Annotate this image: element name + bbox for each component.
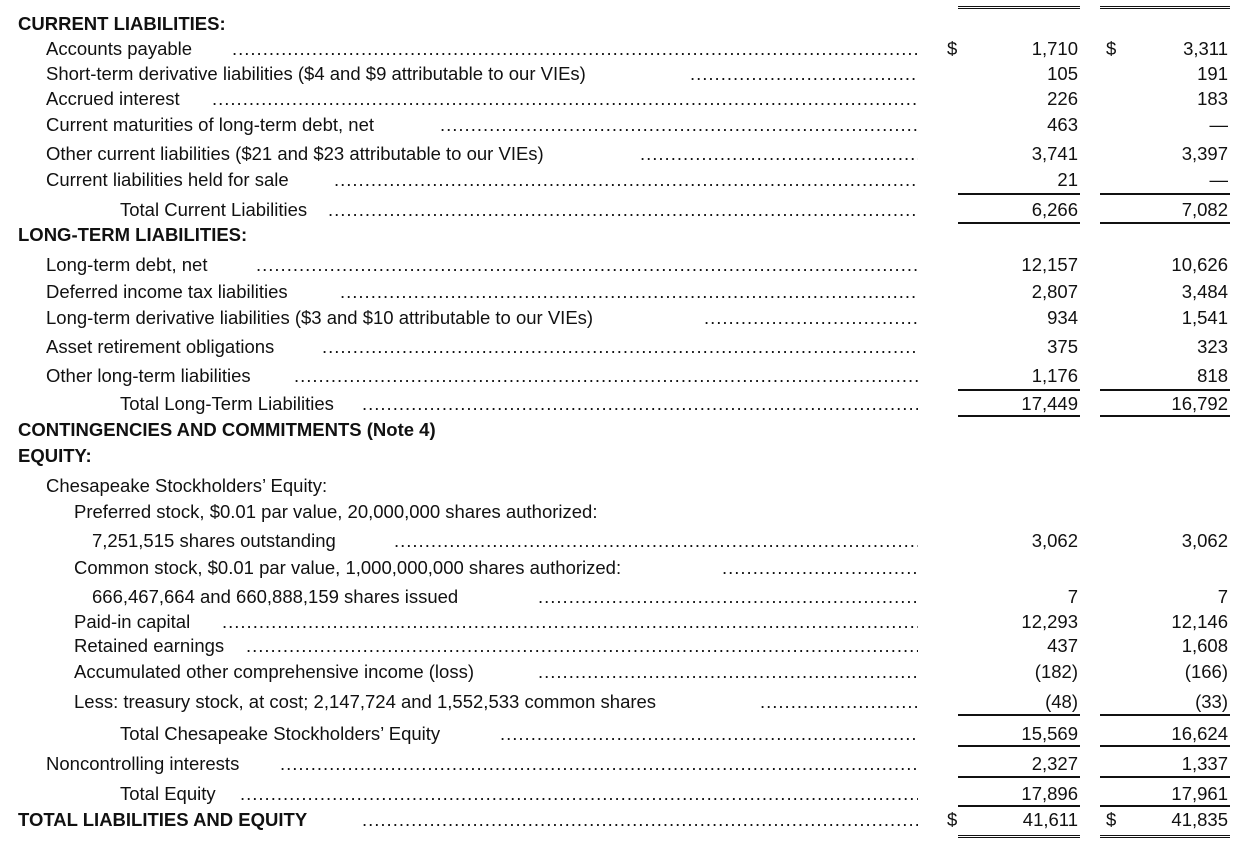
row-held-for-sale (0, 168, 1250, 192)
row-retained (0, 634, 1250, 658)
value-col1: 3,062 (1031, 530, 1078, 551)
row-label: Retained earnings (74, 635, 225, 656)
value-col2: 12,146 (1171, 611, 1228, 632)
value-col2: 16,624 (1171, 723, 1228, 744)
row-st-derivative (0, 62, 1250, 86)
row-paid-in (0, 610, 1250, 634)
top-double-rule-col1 (958, 0, 1080, 9)
value-col1: 934 (1047, 307, 1078, 328)
value-col2: 818 (1197, 365, 1228, 386)
row-treasury (0, 690, 1250, 714)
subtotal-rule-col2 (1100, 193, 1230, 195)
row-common-line2 (0, 585, 1250, 609)
row-lt-derivative (0, 306, 1250, 330)
value-col2: 183 (1197, 88, 1228, 109)
subtotal-rule-col1 (958, 776, 1080, 778)
section-long-term-liabilities (0, 223, 1250, 247)
value-col2: 17,961 (1171, 783, 1228, 804)
leader-dots (328, 200, 918, 220)
value-col2: 3,062 (1181, 530, 1228, 551)
value-col1: (182) (1034, 661, 1078, 682)
row-preferred-line1 (0, 500, 1250, 524)
leader-dots (500, 724, 918, 744)
row-deferred-tax (0, 280, 1250, 304)
section-contingencies (0, 418, 1250, 442)
leader-dots (690, 64, 918, 84)
row-accounts-payable (0, 37, 1250, 61)
currency-symbol: $ (1106, 809, 1117, 830)
row-aro (0, 335, 1250, 359)
row-current-maturities (0, 113, 1250, 137)
value-col1: 437 (1047, 635, 1078, 656)
top-double-rule-col2 (1100, 0, 1230, 9)
row-total-equity (0, 782, 1250, 806)
row-lt-debt (0, 253, 1250, 277)
value-col2: 3,311 (1183, 38, 1228, 59)
value-col2: 1,337 (1181, 753, 1228, 774)
section-heading: CONTINGENCIES AND COMMITMENTS (Note 4) (18, 419, 436, 440)
leader-dots (212, 89, 918, 109)
value-col2: 323 (1197, 336, 1228, 357)
value-col2: 3,397 (1181, 143, 1228, 164)
row-label: Noncontrolling interests (46, 753, 240, 774)
currency-symbol: $ (947, 809, 958, 830)
row-label: TOTAL LIABILITIES AND EQUITY (18, 809, 308, 830)
value-col2: 41,835 (1171, 809, 1228, 830)
value-col2: 3,484 (1181, 281, 1228, 302)
total-rule-col1 (958, 805, 1080, 807)
leader-dots (538, 662, 918, 682)
leader-dots (340, 282, 918, 302)
value-col2: 1,608 (1181, 635, 1228, 656)
grand-total-double-rule-col2 (1100, 829, 1230, 838)
subtotal-rule-col1 (958, 714, 1080, 716)
subtotal-rule-col2 (1100, 714, 1230, 716)
value-col1: 12,157 (1021, 254, 1078, 275)
leader-dots (362, 394, 918, 414)
row-label: Total Chesapeake Stockholders’ Equity (120, 723, 441, 744)
value-col1: 375 (1047, 336, 1078, 357)
value-col1: 17,449 (1021, 393, 1078, 414)
row-label: 7,251,515 shares outstanding (92, 530, 336, 551)
row-label: Long-term debt, net (46, 254, 208, 275)
subtotal-rule-col1 (958, 193, 1080, 195)
row-chk-equity-header (0, 474, 1250, 498)
value-col1: 21 (1057, 169, 1078, 190)
leader-dots (722, 558, 918, 578)
row-label: Preferred stock, $0.01 par value, 20,000,000 shares authorized: (74, 501, 598, 522)
row-nci (0, 752, 1250, 776)
value-col1: 2,807 (1031, 281, 1078, 302)
row-preferred-line2 (0, 529, 1250, 553)
row-label: Current maturities of long-term debt, net (46, 114, 375, 135)
total-rule-col2 (1100, 805, 1230, 807)
row-label: Short-term derivative liabilities ($4 and $9 attributable to our VIEs) (46, 63, 586, 84)
row-label: Accounts payable (46, 38, 193, 59)
leader-dots (256, 255, 918, 275)
row-other-current (0, 142, 1250, 166)
leader-dots (280, 754, 918, 774)
leader-dots (538, 587, 918, 607)
section-equity (0, 444, 1250, 468)
row-label: Other long-term liabilities (46, 365, 251, 386)
section-heading: LONG-TERM LIABILITIES: (18, 224, 248, 245)
subtotal-rule-col1 (958, 389, 1080, 391)
row-label: Total Long-Term Liabilities (120, 393, 334, 414)
row-label: Chesapeake Stockholders’ Equity: (46, 475, 328, 496)
leader-dots (640, 144, 918, 164)
value-col2: 191 (1197, 63, 1228, 84)
leader-dots (232, 39, 918, 59)
row-label: Other current liabilities ($21 and $23 attributable to our VIEs) (46, 143, 544, 164)
currency-symbol: $ (947, 38, 958, 59)
value-col1: 7 (1067, 586, 1078, 607)
row-label: Deferred income tax liabilities (46, 281, 288, 302)
row-total-current (0, 198, 1250, 222)
section-current-liabilities (0, 12, 1250, 36)
value-col1: 463 (1047, 114, 1078, 135)
leader-dots (322, 337, 918, 357)
total-rule-col1 (958, 745, 1080, 747)
value-col2: 7,082 (1181, 199, 1228, 220)
subtotal-rule-col2 (1100, 389, 1230, 391)
leader-dots (760, 692, 918, 712)
value-col2: — (1209, 114, 1228, 135)
leader-dots (362, 810, 918, 830)
row-label: Accrued interest (46, 88, 180, 109)
leader-dots (246, 636, 918, 656)
value-col1: 12,293 (1021, 611, 1078, 632)
row-other-lt (0, 364, 1250, 388)
total-rule-col2 (1100, 415, 1230, 417)
leader-dots (440, 115, 918, 135)
leader-dots (334, 170, 918, 190)
row-total-chk (0, 722, 1250, 746)
value-col2: (166) (1184, 661, 1228, 682)
value-col2: (33) (1195, 691, 1228, 712)
total-rule-col1 (958, 415, 1080, 417)
value-col1: (48) (1045, 691, 1078, 712)
row-label: Long-term derivative liabilities ($3 and $10 attributable to our VIEs) (46, 307, 594, 328)
value-col1: 17,896 (1021, 783, 1078, 804)
row-label: Less: treasury stock, at cost; 2,147,724 and 1,552,533 common shares (74, 691, 657, 712)
value-col1: 226 (1047, 88, 1078, 109)
value-col1: 2,327 (1031, 753, 1078, 774)
section-heading: EQUITY: (18, 445, 92, 466)
row-label: Paid-in capital (74, 611, 191, 632)
row-label: Total Current Liabilities (120, 199, 308, 220)
row-label: Asset retirement obligations (46, 336, 275, 357)
row-common-line1 (0, 556, 1250, 580)
leader-dots (222, 612, 918, 632)
value-col1: 41,611 (1022, 809, 1078, 830)
row-label: Common stock, $0.01 par value, 1,000,000,000 shares authorized: (74, 557, 622, 578)
leader-dots (294, 366, 918, 386)
row-accrued-interest (0, 87, 1250, 111)
leader-dots (704, 308, 918, 328)
row-aoci (0, 660, 1250, 684)
section-heading: CURRENT LIABILITIES: (18, 13, 226, 34)
grand-total-double-rule-col1 (958, 829, 1080, 838)
value-col1: 6,266 (1031, 199, 1078, 220)
value-col2: 16,792 (1171, 393, 1228, 414)
subtotal-rule-col2 (1100, 776, 1230, 778)
row-label: Accumulated other comprehensive income (loss) (74, 661, 474, 682)
value-col2: — (1209, 169, 1228, 190)
value-col1: 1,710 (1031, 38, 1078, 59)
value-col1: 15,569 (1021, 723, 1078, 744)
total-rule-col2 (1100, 745, 1230, 747)
value-col1: 1,176 (1031, 365, 1078, 386)
value-col2: 1,541 (1181, 307, 1228, 328)
value-col2: 10,626 (1171, 254, 1228, 275)
leader-dots (394, 531, 918, 551)
row-label: Total Equity (120, 783, 216, 804)
value-col1: 105 (1047, 63, 1078, 84)
value-col1: 3,741 (1031, 143, 1078, 164)
row-label: Current liabilities held for sale (46, 169, 289, 190)
value-col2: 7 (1217, 586, 1228, 607)
currency-symbol: $ (1106, 38, 1117, 59)
row-total-lt (0, 392, 1250, 416)
leader-dots (240, 784, 918, 804)
row-label: 666,467,664 and 660,888,159 shares issued (92, 586, 459, 607)
